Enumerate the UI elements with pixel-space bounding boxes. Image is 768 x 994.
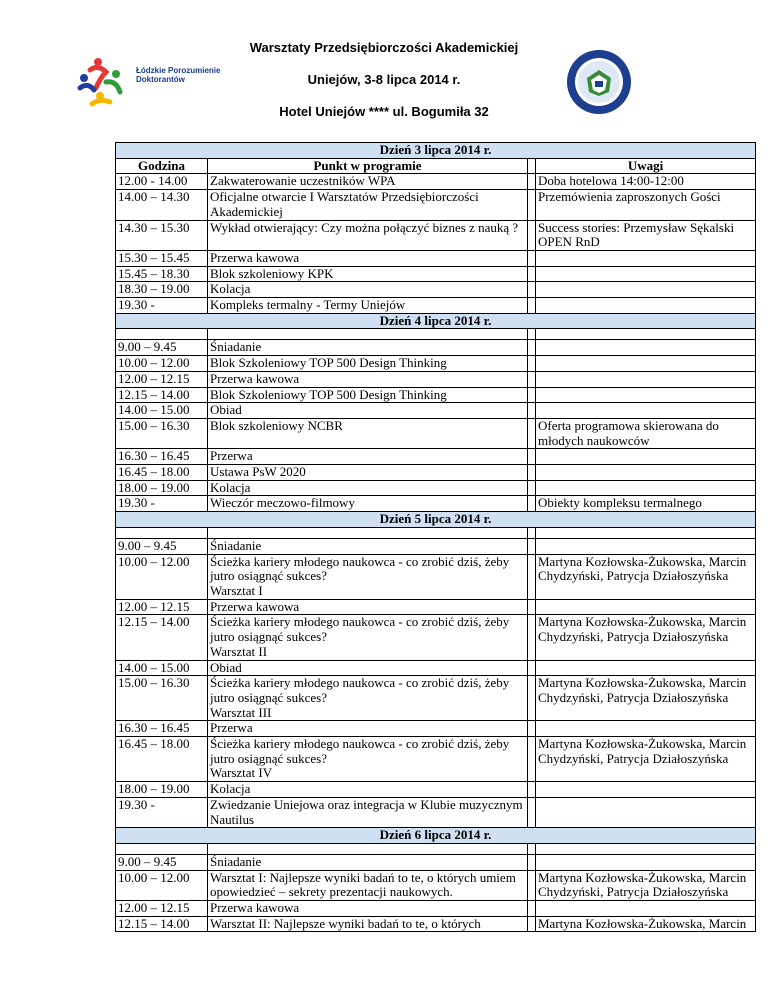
schedule-time: 12.15 – 14.00 bbox=[116, 387, 208, 403]
schedule-time: 19.30 - bbox=[116, 298, 208, 314]
schedule-program-line: Śniadanie bbox=[210, 537, 262, 553]
schedule-row bbox=[116, 190, 756, 220]
schedule-time: 10.00 – 12.00 bbox=[116, 554, 208, 599]
schedule-program-line: Ścieżka kariery młodego naukowca - co zrobić dziś, żeby jutro osiągnąć sukces? bbox=[210, 736, 510, 766]
column-gap bbox=[528, 854, 536, 870]
schedule-notes bbox=[536, 266, 756, 282]
schedule-time: 16.30 – 16.45 bbox=[116, 721, 208, 737]
schedule-time: 12.00 – 12.15 bbox=[116, 901, 208, 917]
column-gap bbox=[528, 797, 536, 827]
schedule-notes bbox=[536, 371, 756, 387]
schedule-time: 18.00 – 19.00 bbox=[116, 480, 208, 496]
schedule-program bbox=[208, 356, 528, 372]
schedule-notes bbox=[536, 403, 756, 419]
column-gap bbox=[528, 418, 536, 448]
schedule-row bbox=[116, 356, 756, 372]
schedule-notes bbox=[536, 465, 756, 481]
day-title: Dzień 6 lipca 2014 r. bbox=[116, 828, 756, 844]
schedule-program-line: Przerwa kawowa bbox=[210, 900, 300, 916]
schedule-program-line: Śniadanie bbox=[210, 853, 262, 869]
schedule-program bbox=[208, 901, 528, 917]
schedule-row bbox=[116, 340, 756, 356]
schedule-program-line: Śniadanie bbox=[210, 339, 262, 355]
schedule-program bbox=[208, 854, 528, 870]
schedule-time: 15.00 – 16.30 bbox=[116, 418, 208, 448]
schedule-program-line: Zakwaterowanie uczestników WPA bbox=[210, 173, 396, 189]
schedule-time: 10.00 – 12.00 bbox=[116, 870, 208, 900]
schedule-program-line: Warsztat II: Najlepsze wyniki badań to te, o których bbox=[210, 915, 481, 931]
schedule-program-line: Kolacja bbox=[210, 281, 251, 297]
schedule-row bbox=[116, 266, 756, 282]
spacer-cell bbox=[208, 527, 528, 538]
schedule-row bbox=[116, 615, 756, 660]
schedule-program-line: Blok Szkoleniowy TOP 500 Design Thinking bbox=[210, 386, 447, 402]
schedule-program bbox=[208, 449, 528, 465]
schedule-program bbox=[208, 418, 528, 448]
schedule-row bbox=[116, 870, 756, 900]
schedule-program-line: Przerwa bbox=[210, 720, 253, 736]
schedule-time: 14.00 – 15.00 bbox=[116, 660, 208, 676]
spacer-cell bbox=[116, 527, 208, 538]
column-gap bbox=[528, 737, 536, 782]
day-header-row bbox=[116, 828, 756, 844]
column-header-notes: Uwagi bbox=[536, 158, 756, 174]
schedule-notes bbox=[536, 340, 756, 356]
schedule-time: 19.30 - bbox=[116, 797, 208, 827]
schedule-time: 12.00 – 12.15 bbox=[116, 371, 208, 387]
schedule-program bbox=[208, 797, 528, 827]
spacer-cell bbox=[536, 843, 756, 854]
column-gap bbox=[528, 340, 536, 356]
schedule-notes: Martyna Kozłowska-Żukowska, Marcin Chydzyński, Patrycja Działoszyńska bbox=[536, 615, 756, 660]
schedule-time: 9.00 – 9.45 bbox=[116, 538, 208, 554]
schedule-time: 15.30 – 15.45 bbox=[116, 250, 208, 266]
schedule-program bbox=[208, 599, 528, 615]
spacer-cell bbox=[116, 843, 208, 854]
column-gap bbox=[528, 465, 536, 481]
schedule-row bbox=[116, 250, 756, 266]
day-header-row bbox=[116, 313, 756, 329]
spacer-row bbox=[116, 843, 756, 854]
schedule-program bbox=[208, 371, 528, 387]
schedule-row bbox=[116, 174, 756, 190]
schedule-row bbox=[116, 554, 756, 599]
column-gap bbox=[528, 298, 536, 314]
column-gap bbox=[528, 282, 536, 298]
column-gap bbox=[528, 403, 536, 419]
schedule-notes bbox=[536, 449, 756, 465]
lpd-logo-text: Łódzkie Porozumienie Doktorantów bbox=[136, 66, 221, 84]
schedule-time: 12.00 – 12.15 bbox=[116, 599, 208, 615]
schedule-notes bbox=[536, 480, 756, 496]
schedule-program bbox=[208, 737, 528, 782]
schedule-program-line: Wieczór meczowo-filmowy bbox=[210, 495, 355, 511]
schedule-row bbox=[116, 782, 756, 798]
schedule-program bbox=[208, 721, 528, 737]
schedule-program-line: Blok szkoleniowy KPK bbox=[210, 265, 334, 281]
day-title: Dzień 5 lipca 2014 r. bbox=[116, 512, 756, 528]
schedule-program bbox=[208, 465, 528, 481]
schedule-table bbox=[115, 142, 756, 932]
schedule-program-line: Kompleks termalny - Termy Uniejów bbox=[210, 297, 406, 313]
schedule-notes: Obiekty kompleksu termalnego bbox=[536, 496, 756, 512]
schedule-time: 14.00 – 14.30 bbox=[116, 190, 208, 220]
spacer-row bbox=[116, 329, 756, 340]
seal-logo bbox=[565, 48, 633, 116]
schedule-row bbox=[116, 797, 756, 827]
spacer-cell bbox=[208, 329, 528, 340]
schedule-program-line: Zwiedzanie Uniejowa oraz integracja w Klubie muzycznym Nautilus bbox=[210, 796, 523, 827]
schedule-program-line: Przerwa kawowa bbox=[210, 249, 300, 265]
schedule-time: 12.00 - 14.00 bbox=[116, 174, 208, 190]
schedule-row bbox=[116, 282, 756, 298]
column-header-row bbox=[116, 158, 756, 174]
schedule-time: 19.30 - bbox=[116, 496, 208, 512]
schedule-program bbox=[208, 403, 528, 419]
schedule-time: 16.30 – 16.45 bbox=[116, 449, 208, 465]
column-gap bbox=[528, 496, 536, 512]
schedule-program-line: Warsztat III bbox=[210, 704, 272, 720]
schedule-row bbox=[116, 371, 756, 387]
schedule-row bbox=[116, 480, 756, 496]
schedule-time: 18.30 – 19.00 bbox=[116, 282, 208, 298]
schedule-notes bbox=[536, 282, 756, 298]
spacer-cell bbox=[528, 329, 536, 340]
column-gap bbox=[528, 615, 536, 660]
schedule-row bbox=[116, 496, 756, 512]
schedule-program bbox=[208, 266, 528, 282]
schedule-notes bbox=[536, 356, 756, 372]
schedule-notes: Oferta programowa skierowana do młodych naukowców bbox=[536, 418, 756, 448]
column-gap bbox=[528, 174, 536, 190]
schedule-time: 14.00 – 15.00 bbox=[116, 403, 208, 419]
schedule-program bbox=[208, 340, 528, 356]
schedule-row bbox=[116, 737, 756, 782]
schedule-time: 18.00 – 19.00 bbox=[116, 782, 208, 798]
schedule-notes bbox=[536, 721, 756, 737]
schedule-program-line: Kolacja bbox=[210, 781, 251, 797]
column-header-time: Godzina bbox=[116, 158, 208, 174]
schedule-program-line: Warsztat IV bbox=[210, 765, 273, 781]
schedule-program bbox=[208, 174, 528, 190]
schedule-program-line: Blok szkoleniowy NCBR bbox=[210, 417, 343, 433]
schedule-program-line: Ścieżka kariery młodego naukowca - co zrobić dziś, żeby jutro osiągnąć sukces? bbox=[210, 553, 510, 584]
column-gap bbox=[528, 449, 536, 465]
schedule-time: 16.45 – 18.00 bbox=[116, 737, 208, 782]
schedule-program-line: Wykład otwierający: Czy można połączyć biznes z nauką ? bbox=[210, 219, 519, 235]
schedule-time: 15.00 – 16.30 bbox=[116, 676, 208, 721]
column-gap bbox=[528, 599, 536, 615]
schedule-notes bbox=[536, 782, 756, 798]
schedule-notes: Success stories: Przemysław Sękalski OPEN RnD bbox=[536, 220, 756, 250]
schedule-program-line: Warsztat II bbox=[210, 643, 268, 659]
schedule-row bbox=[116, 676, 756, 721]
schedule-program bbox=[208, 554, 528, 599]
column-gap bbox=[528, 480, 536, 496]
column-gap bbox=[528, 901, 536, 917]
schedule-row bbox=[116, 387, 756, 403]
schedule-program bbox=[208, 870, 528, 900]
schedule-notes: Przemówienia zaproszonych Gości bbox=[536, 190, 756, 220]
schedule-program-line: Przerwa kawowa bbox=[210, 370, 300, 386]
column-gap bbox=[528, 538, 536, 554]
column-gap bbox=[528, 870, 536, 900]
schedule-notes: Martyna Kozłowska-Żukowska, Marcin Chydzyński, Patrycja Działoszyńska bbox=[536, 870, 756, 900]
spacer-cell bbox=[116, 329, 208, 340]
schedule-row bbox=[116, 465, 756, 481]
spacer-cell bbox=[536, 527, 756, 538]
schedule-time: 15.45 – 18.30 bbox=[116, 266, 208, 282]
column-gap bbox=[528, 190, 536, 220]
schedule-program bbox=[208, 480, 528, 496]
spacer-cell bbox=[536, 329, 756, 340]
column-gap bbox=[528, 356, 536, 372]
schedule-time: 12.15 – 14.00 bbox=[116, 615, 208, 660]
schedule-program-line: Warsztat I bbox=[210, 582, 263, 598]
schedule-row bbox=[116, 901, 756, 917]
day-title: Dzień 3 lipca 2014 r. bbox=[116, 143, 756, 159]
schedule-program-line: Kolacja bbox=[210, 479, 251, 495]
schedule-program-line: Ustawa PsW 2020 bbox=[210, 464, 306, 480]
schedule-program-line: Przerwa kawowa bbox=[210, 598, 300, 614]
schedule-row bbox=[116, 220, 756, 250]
schedule-notes: Martyna Kozłowska-Żukowska, Marcin Chydzyński, Patrycja Działoszyńska bbox=[536, 554, 756, 599]
document-dates: Uniejów, 3-8 lipca 2014 r. bbox=[307, 72, 461, 87]
schedule-row bbox=[116, 916, 756, 932]
column-gap bbox=[528, 371, 536, 387]
column-gap bbox=[528, 250, 536, 266]
schedule-program bbox=[208, 298, 528, 314]
schedule-program bbox=[208, 676, 528, 721]
schedule-notes bbox=[536, 660, 756, 676]
spacer-cell bbox=[528, 527, 536, 538]
schedule-time: 9.00 – 9.45 bbox=[116, 854, 208, 870]
schedule-notes: Doba hotelowa 14:00-12:00 bbox=[536, 174, 756, 190]
document-title: Warsztaty Przedsiębiorczości Akademickiej bbox=[249, 40, 519, 55]
schedule-program bbox=[208, 660, 528, 676]
schedule-row bbox=[116, 418, 756, 448]
spacer-row bbox=[116, 527, 756, 538]
schedule-program bbox=[208, 190, 528, 220]
column-gap bbox=[528, 916, 536, 932]
column-gap bbox=[528, 158, 536, 174]
schedule-program-line: Obiad bbox=[210, 659, 242, 675]
schedule-time: 16.45 – 18.00 bbox=[116, 465, 208, 481]
schedule-row bbox=[116, 538, 756, 554]
schedule-program-line: Warsztat I: Najlepsze wyniki badań to te, o których umiem opowiedzieć – sekrety prezentacji naukowych. bbox=[210, 869, 516, 900]
schedule-time: 10.00 – 12.00 bbox=[116, 356, 208, 372]
day-header-row bbox=[116, 143, 756, 159]
schedule-notes bbox=[536, 854, 756, 870]
column-header-program: Punkt w programie bbox=[208, 158, 528, 174]
schedule-row bbox=[116, 449, 756, 465]
column-gap bbox=[528, 782, 536, 798]
schedule-notes bbox=[536, 250, 756, 266]
schedule-program-line: Blok Szkoleniowy TOP 500 Design Thinking bbox=[210, 355, 447, 371]
schedule-program bbox=[208, 538, 528, 554]
schedule-program bbox=[208, 220, 528, 250]
schedule-program-line: Ścieżka kariery młodego naukowca - co zrobić dziś, żeby jutro osiągnąć sukces? bbox=[210, 614, 510, 645]
schedule-notes bbox=[536, 387, 756, 403]
schedule-notes bbox=[536, 538, 756, 554]
column-gap bbox=[528, 220, 536, 250]
schedule-program bbox=[208, 496, 528, 512]
schedule-program bbox=[208, 282, 528, 298]
spacer-cell bbox=[208, 843, 528, 854]
schedule-row bbox=[116, 403, 756, 419]
column-gap bbox=[528, 676, 536, 721]
schedule-time: 14.30 – 15.30 bbox=[116, 220, 208, 250]
schedule-row bbox=[116, 721, 756, 737]
schedule-program-line: Przerwa bbox=[210, 448, 253, 464]
schedule-program bbox=[208, 615, 528, 660]
schedule-notes bbox=[536, 797, 756, 827]
schedule-program bbox=[208, 782, 528, 798]
column-gap bbox=[528, 266, 536, 282]
schedule-program-line: Ścieżka kariery młodego naukowca - co zrobić dziś, żeby jutro osiągnąć sukces? bbox=[210, 675, 510, 705]
schedule-notes bbox=[536, 901, 756, 917]
document-venue: Hotel Uniejów **** ul. Bogumiła 32 bbox=[279, 104, 489, 119]
schedule-notes: Martyna Kozłowska-Żukowska, Marcin Chydzyński, Patrycja Działoszyńska bbox=[536, 737, 756, 782]
schedule-row bbox=[116, 298, 756, 314]
column-gap bbox=[528, 387, 536, 403]
schedule-notes bbox=[536, 298, 756, 314]
column-gap bbox=[528, 721, 536, 737]
schedule-notes: Martyna Kozłowska-Żukowska, Marcin bbox=[536, 916, 756, 932]
schedule-program bbox=[208, 250, 528, 266]
schedule-program bbox=[208, 387, 528, 403]
spacer-cell bbox=[528, 843, 536, 854]
schedule-notes bbox=[536, 599, 756, 615]
schedule-program-line: Oficjalne otwarcie I Warsztatów Przedsiębiorczości Akademickiej bbox=[210, 189, 479, 219]
schedule-row bbox=[116, 854, 756, 870]
schedule-program-line: Obiad bbox=[210, 402, 242, 418]
schedule-time: 9.00 – 9.45 bbox=[116, 340, 208, 356]
column-gap bbox=[528, 554, 536, 599]
day-header-row bbox=[116, 512, 756, 528]
schedule-time: 12.15 – 14.00 bbox=[116, 916, 208, 932]
schedule-notes: Martyna Kozłowska-Żukowska, Marcin Chydzyński, Patrycja Działoszyńska bbox=[536, 676, 756, 721]
schedule-row bbox=[116, 599, 756, 615]
day-title: Dzień 4 lipca 2014 r. bbox=[116, 313, 756, 329]
column-gap bbox=[528, 660, 536, 676]
schedule-program bbox=[208, 916, 528, 932]
schedule-row bbox=[116, 660, 756, 676]
